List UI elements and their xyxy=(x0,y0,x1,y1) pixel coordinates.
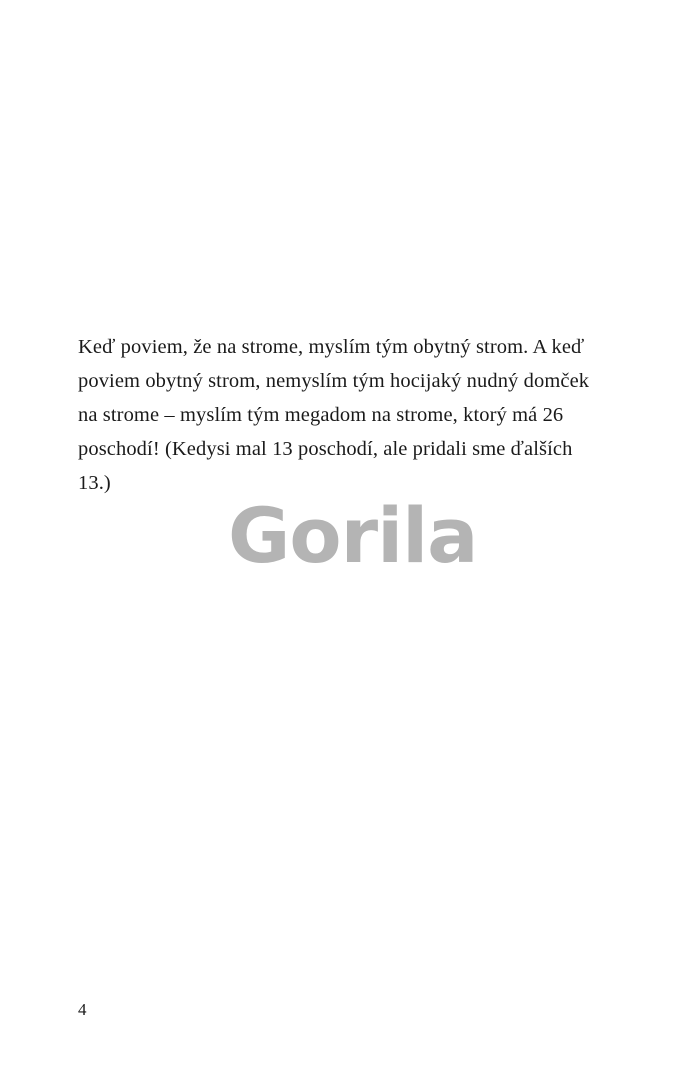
page-number: 4 xyxy=(78,1000,87,1019)
body-paragraph: Keď poviem, že na strome, myslím tým obytný strom. A keď poviem obytný strom, nemyslím tým hocijaký nudný domček na strome – myslím tým megadom na strome, ktorý má 26 poschodí! (Kedysi mal 13 poschodí, ale pridali sme ďalších 13.) xyxy=(78,336,590,494)
page-body-text xyxy=(78,330,598,500)
gorila-watermark: Gorila xyxy=(228,491,478,580)
